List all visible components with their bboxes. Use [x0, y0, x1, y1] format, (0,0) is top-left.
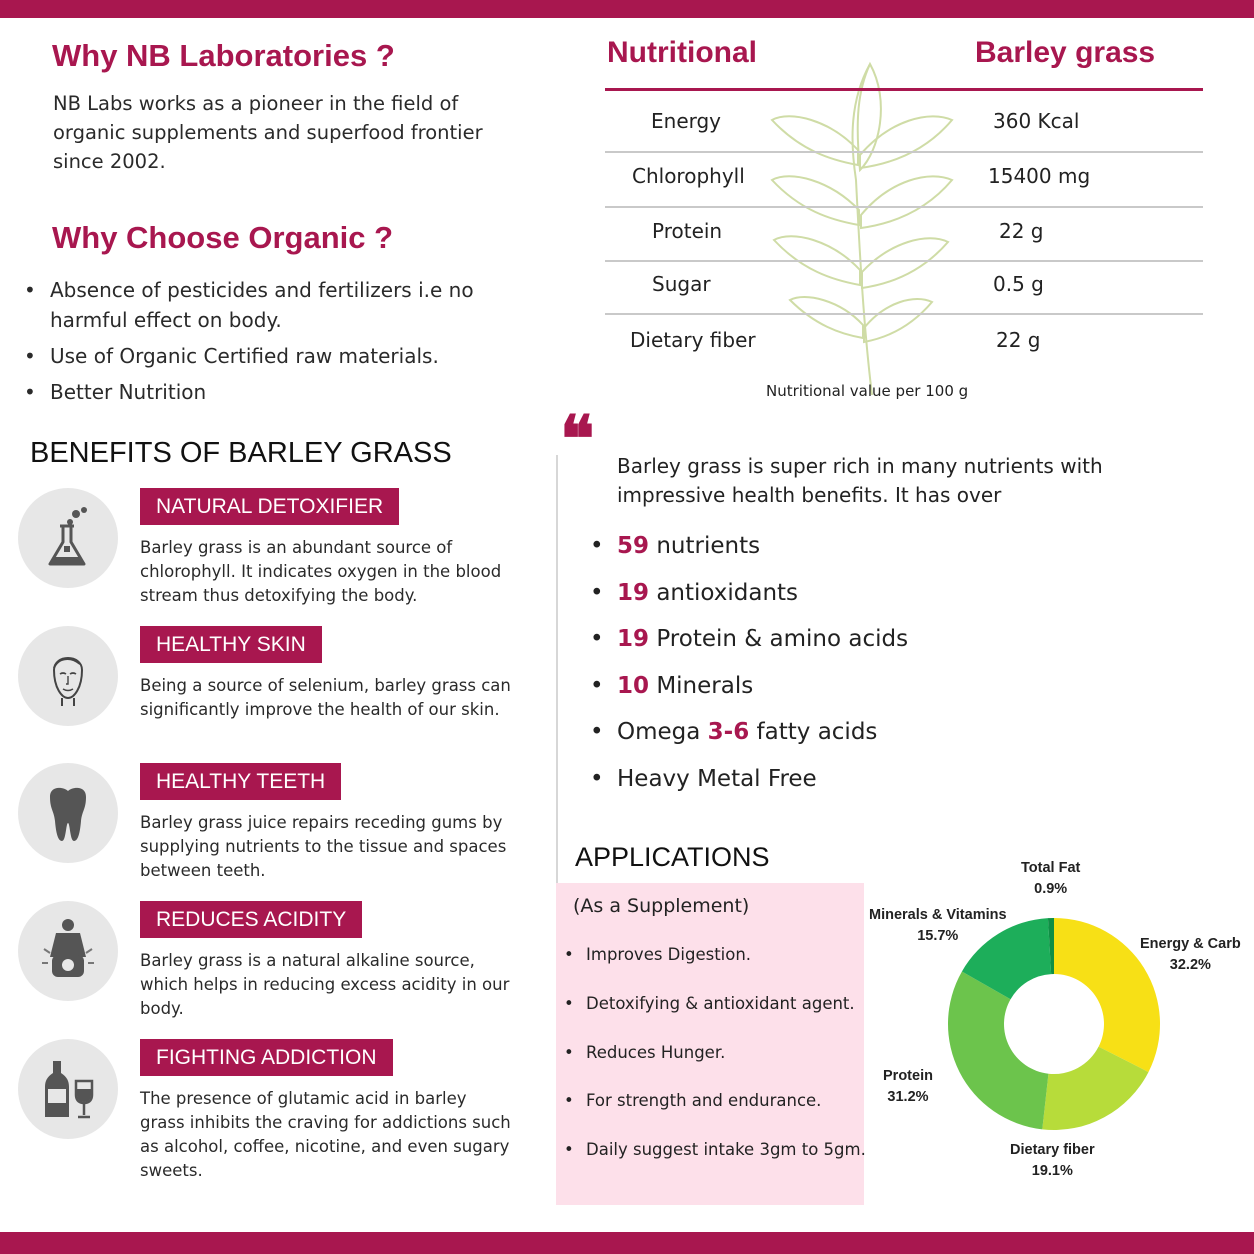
- applications-title: APPLICATIONS: [575, 842, 770, 872]
- organic-item: • Absence of pesticides and fertilizers i.e no harmful effect on body.: [22, 275, 532, 335]
- top-brand-bar: [0, 0, 1254, 18]
- benefits-title: BENEFITS OF BARLEY GRASS: [30, 437, 452, 469]
- table-row-rule: [605, 151, 1203, 153]
- why-organic-title: Why Choose Organic ?: [52, 220, 394, 255]
- why-nb-title: Why NB Laboratories ?: [52, 38, 395, 73]
- face-icon: [18, 626, 118, 726]
- highlight-item: • 59 nutrients: [588, 530, 908, 577]
- nutrient-value: 360 Kcal: [993, 109, 1080, 133]
- highlight-item: • Omega 3-6 fatty acids: [588, 716, 908, 763]
- benefit-tag: HEALTHY SKIN: [140, 626, 322, 663]
- slice-label-protein: Protein 31.2%: [883, 1068, 933, 1105]
- applications-box: [556, 883, 864, 1205]
- applications-list: [564, 943, 864, 1187]
- table-row-rule: [605, 260, 1203, 262]
- application-item: • For strength and endurance.: [564, 1089, 864, 1138]
- table-header-rule: [605, 88, 1203, 91]
- benefit-detoxifier: [18, 488, 538, 618]
- benefit-desc: Barley grass is a natural alkaline source, which helps in reducing excess acidity in our body.: [140, 951, 510, 1018]
- benefit-desc: Barley grass juice repairs receding gums by supplying nutrients to the tissue and spaces between teeth.: [140, 813, 507, 880]
- application-item: • Daily suggest intake 3gm to 5gm.: [564, 1138, 864, 1187]
- table-row-rule: [605, 206, 1203, 208]
- highlights-list: [588, 530, 908, 809]
- benefit-tag: REDUCES ACIDITY: [140, 901, 362, 938]
- bottom-brand-bar: [0, 1232, 1254, 1254]
- benefit-addiction: [18, 1039, 538, 1180]
- applications-subtitle: (As a Supplement): [573, 895, 750, 917]
- nutrient-value: 15400 mg: [988, 164, 1091, 188]
- nutrient-value: 22 g: [999, 219, 1044, 243]
- why-nb-text: NB Labs works as a pioneer in the field of organic supplements and superfood frontier since 2002.: [53, 92, 483, 173]
- nutrition-col-label: Nutritional: [607, 36, 757, 69]
- highlight-item: • 19 antioxidants: [588, 577, 908, 624]
- benefit-tag: FIGHTING ADDICTION: [140, 1039, 393, 1076]
- stomach-icon: [18, 901, 118, 1001]
- nutrition-col-product: Barley grass: [975, 36, 1156, 69]
- donut-svg: [864, 850, 1254, 1190]
- application-item: • Improves Digestion.: [564, 943, 864, 992]
- nutrient-value: 22 g: [996, 328, 1041, 352]
- leaf-icon: [760, 60, 960, 400]
- slice-label-dietary-fiber: Dietary fiber 19.1%: [1010, 1142, 1095, 1179]
- application-item: • Reduces Hunger.: [564, 1041, 864, 1090]
- organic-item: • Better Nutrition: [22, 377, 532, 407]
- slice-label-energy-carb: Energy & Carb 32.2%: [1140, 936, 1241, 973]
- benefit-desc: Barley grass is an abundant source of chlorophyll. It indicates oxygen in the blood stream thus detoxifying the body.: [140, 538, 502, 605]
- benefit-skin: [18, 626, 538, 756]
- bottle-glass-icon: [18, 1039, 118, 1139]
- nutrient-name: Protein: [652, 219, 723, 243]
- organic-item: • Use of Organic Certified raw materials.: [22, 341, 532, 371]
- tooth-icon: [18, 763, 118, 863]
- highlight-item: • 19 Protein & amino acids: [588, 623, 908, 670]
- benefit-tag: NATURAL DETOXIFIER: [140, 488, 399, 525]
- table-row-rule: [605, 313, 1203, 315]
- benefit-desc: Being a source of selenium, barley grass can significantly improve the health of our skin.: [140, 676, 511, 719]
- benefit-acidity: [18, 901, 538, 1031]
- organic-list: [22, 275, 532, 413]
- nutrient-name: Sugar: [652, 272, 711, 296]
- nutrient-name: Chlorophyll: [632, 164, 745, 188]
- highlight-item: • Heavy Metal Free: [588, 763, 908, 810]
- composition-donut-chart: [864, 850, 1254, 1190]
- nutrition-caption: Nutritional value per 100 g: [766, 382, 969, 400]
- benefit-desc: The presence of glutamic acid in barley grass inhibits the craving for addictions such as alcohol, coffee, nicotine, and even sugary sweets.: [140, 1089, 511, 1180]
- nutrient-name: Dietary fiber: [630, 328, 756, 352]
- application-item: • Detoxifying & antioxidant agent.: [564, 992, 864, 1041]
- highlight-item: • 10 Minerals: [588, 670, 908, 717]
- nutrient-name: Energy: [651, 109, 722, 133]
- benefit-teeth: [18, 763, 538, 893]
- nutrient-value: 0.5 g: [993, 272, 1044, 296]
- donut-slice-protein: [948, 971, 1048, 1129]
- quote-icon: ❝: [560, 402, 595, 477]
- highlights-intro: Barley grass is super rich in many nutrients with impressive health benefits. It has over: [617, 454, 1103, 507]
- slice-label-total-fat: Total Fat 0.9%: [1021, 860, 1081, 897]
- column-divider: [556, 455, 558, 885]
- benefit-tag: HEALTHY TEETH: [140, 763, 341, 800]
- flask-icon: [18, 488, 118, 588]
- slice-label-minerals-vitamins: Minerals & Vitamins 15.7%: [869, 907, 1007, 944]
